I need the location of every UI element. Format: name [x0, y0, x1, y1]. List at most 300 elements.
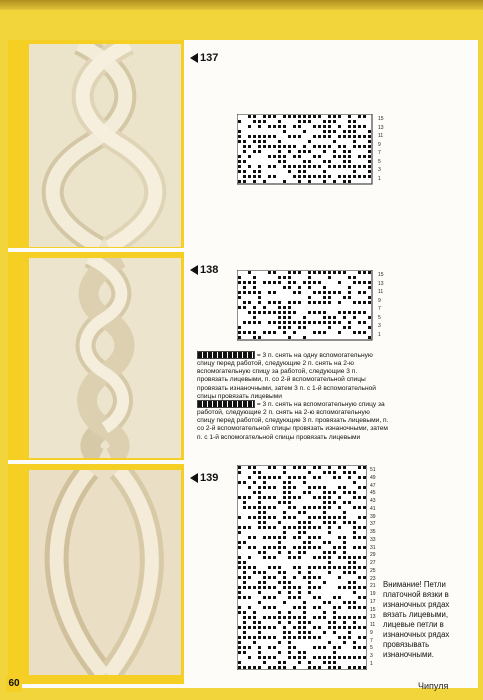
- chart-cell: [283, 321, 286, 324]
- chart-cell: [293, 281, 296, 284]
- chart-cell: [308, 180, 311, 183]
- chart-cell: [338, 566, 341, 569]
- chart-cell: [313, 626, 316, 629]
- chart-cell: [308, 160, 311, 163]
- chart-cell: [263, 496, 266, 499]
- chart-cell: [278, 616, 281, 619]
- chart-cell: [328, 666, 331, 669]
- chart-cell: [283, 571, 286, 574]
- row-label: 15: [378, 116, 384, 122]
- chart-cell: [263, 626, 266, 629]
- chart-cell: [308, 631, 311, 634]
- chart-cell: [308, 120, 311, 123]
- chart-cell: [363, 576, 366, 579]
- chart-cell: [348, 631, 351, 634]
- chart-cell: [318, 576, 321, 579]
- chart-cell: [258, 621, 261, 624]
- chart-cell: [293, 526, 296, 529]
- chart-cell: [268, 301, 271, 304]
- chart-cell: [243, 561, 246, 564]
- chart-cell: [258, 666, 261, 669]
- chart-cell: [343, 556, 346, 559]
- chart-cell: [288, 145, 291, 148]
- chart-cell: [253, 120, 256, 123]
- chart-cell: [268, 165, 271, 168]
- chart-cell: [258, 506, 261, 509]
- chart-cell: [268, 546, 271, 549]
- chart-cell: [258, 125, 261, 128]
- chart-cell: [283, 160, 286, 163]
- chart-cell: [293, 656, 296, 659]
- chart-cell: [323, 125, 326, 128]
- chart-cell: [358, 626, 361, 629]
- chart-cell: [273, 145, 276, 148]
- chart-cell: [248, 145, 251, 148]
- chart-cell: [323, 120, 326, 123]
- chart-cell: [363, 606, 366, 609]
- chart-cell: [333, 521, 336, 524]
- chart-cell: [343, 516, 346, 519]
- chart-cell: [358, 155, 361, 158]
- chart-cell: [313, 155, 316, 158]
- chart-cell: [288, 636, 291, 639]
- row-label: 43: [370, 498, 376, 505]
- chart-cell: [308, 150, 311, 153]
- chart-cell: [313, 486, 316, 489]
- chart-cell: [308, 271, 311, 274]
- chart-cell: [238, 120, 241, 123]
- chart-cell: [343, 296, 346, 299]
- chart-cell: [338, 301, 341, 304]
- chart-cell: [273, 596, 276, 599]
- chart-frame: [237, 114, 372, 184]
- chart-cell: [333, 606, 336, 609]
- chart-cell: [348, 160, 351, 163]
- chart-cell: [363, 666, 366, 669]
- chart-cell: [258, 311, 261, 314]
- chart-cell: [288, 556, 291, 559]
- chart-cell: [283, 155, 286, 158]
- chart-cell: [348, 115, 351, 118]
- chart-cell: [363, 486, 366, 489]
- chart-cell: [283, 661, 286, 664]
- chart-cell: [283, 536, 286, 539]
- chart-cell: [338, 175, 341, 178]
- chart-cell: [358, 526, 361, 529]
- chart-cell: [333, 180, 336, 183]
- chart-cell: [268, 566, 271, 569]
- chart-cell: [278, 651, 281, 654]
- chart-cell: [323, 180, 326, 183]
- chart-cell: [248, 311, 251, 314]
- chart-cell: [323, 521, 326, 524]
- chart-cell: [338, 516, 341, 519]
- legend-item-2: [197, 400, 389, 442]
- chart-cell: [353, 276, 356, 279]
- chart-cell: [353, 125, 356, 128]
- chart-cell: [368, 175, 371, 178]
- chart-cell: [368, 160, 371, 163]
- chart-cell: [313, 536, 316, 539]
- chart-cell: [318, 636, 321, 639]
- chart-cell: [263, 521, 266, 524]
- chart-cell: [243, 496, 246, 499]
- chart-cell: [363, 135, 366, 138]
- row-label: 27: [370, 560, 376, 567]
- chart-cell: [283, 531, 286, 534]
- chart-cell: [338, 586, 341, 589]
- chart-cell: [273, 666, 276, 669]
- chart-cell: [358, 125, 361, 128]
- chart-cell: [293, 331, 296, 334]
- chart-cell: [258, 496, 261, 499]
- row-label: 21: [370, 583, 376, 590]
- chart-cell: [238, 466, 241, 469]
- chart-cell: [258, 291, 261, 294]
- chart-cell: [313, 586, 316, 589]
- chart-cell: [273, 496, 276, 499]
- chart-cell: [313, 526, 316, 529]
- chart-cell: [348, 321, 351, 324]
- chart-cell: [328, 296, 331, 299]
- chart-cell: [353, 601, 356, 604]
- chart-cell: [258, 501, 261, 504]
- row-label: 13: [370, 614, 376, 621]
- chart-cell: [333, 611, 336, 614]
- pattern-number-137: [190, 52, 218, 64]
- chart-cell: [323, 130, 326, 133]
- row-label: 1: [378, 332, 381, 338]
- chart-cell: [243, 621, 246, 624]
- chart-cell: [258, 486, 261, 489]
- legend-text-1: = 3 п. снять на одну вспомогательную спицу перед работой, следующие 2 п. снять на 2-ю вспомогательную спицу за работой, следующие 3 п. провязать лицевыми, п. со 2-й вспомогательной спицы провязать изнаночными, затем 3 п. с 1-й вспомогательной спицы провязать лицевыми: [197, 351, 376, 400]
- chart-cell: [298, 321, 301, 324]
- chart-cell: [283, 481, 286, 484]
- chart-cell: [238, 281, 241, 284]
- chart-cell: [343, 491, 346, 494]
- chart-cell: [288, 476, 291, 479]
- chart-cell: [238, 276, 241, 279]
- chart-cell: [238, 646, 241, 649]
- chart-cell: [258, 626, 261, 629]
- chart-cell: [328, 491, 331, 494]
- chart-cell: [243, 301, 246, 304]
- chart-cell: [273, 125, 276, 128]
- chart-cell: [278, 571, 281, 574]
- chart-cell: [318, 526, 321, 529]
- chart-cell: [268, 526, 271, 529]
- chart-cell: [263, 551, 266, 554]
- chart-cell: [263, 596, 266, 599]
- chart-cell: [258, 165, 261, 168]
- chart-cell: [238, 160, 241, 163]
- chart-cell: [368, 165, 371, 168]
- chart-cell: [313, 301, 316, 304]
- chart-cell: [338, 506, 341, 509]
- chart-cell: [253, 536, 256, 539]
- chart-cell: [288, 321, 291, 324]
- pattern-number-text: 138: [200, 264, 219, 276]
- chart-cell: [338, 291, 341, 294]
- chart-cell: [348, 471, 351, 474]
- chart-cell: [313, 281, 316, 284]
- chart-cell: [258, 631, 261, 634]
- chart-cell: [328, 145, 331, 148]
- pattern-number-139: [190, 472, 218, 484]
- chart-cell: [313, 466, 316, 469]
- chart-cell: [268, 486, 271, 489]
- chart-cell: [258, 296, 261, 299]
- chart-cell: [238, 331, 241, 334]
- chart-cell: [323, 491, 326, 494]
- chart-cell: [243, 281, 246, 284]
- chart-cell: [328, 165, 331, 168]
- chart-cell: [298, 120, 301, 123]
- chart-cell: [273, 301, 276, 304]
- chart-cell: [343, 571, 346, 574]
- chart-cell: [363, 566, 366, 569]
- chart-cell: [328, 661, 331, 664]
- chart-cell: [348, 165, 351, 168]
- row-label: 15: [370, 606, 376, 613]
- chart-cell: [243, 160, 246, 163]
- chart-cell: [323, 656, 326, 659]
- chart-cell: [343, 471, 346, 474]
- chart-cell: [283, 626, 286, 629]
- chart-cell: [238, 471, 241, 474]
- chart-cell: [273, 486, 276, 489]
- chart-cell: [358, 145, 361, 148]
- chart-cell: [278, 566, 281, 569]
- chart-cell: [308, 506, 311, 509]
- chart-cell: [268, 626, 271, 629]
- chart-cell: [288, 150, 291, 153]
- chart-cell: [303, 115, 306, 118]
- chart-cell: [358, 666, 361, 669]
- chart-cell: [298, 571, 301, 574]
- chart-cell: [253, 180, 256, 183]
- chart-cell: [368, 130, 371, 133]
- chart-cell: [268, 656, 271, 659]
- chart-cell: [243, 331, 246, 334]
- chart-cell: [308, 536, 311, 539]
- chart-cell: [273, 291, 276, 294]
- chart-cell: [338, 646, 341, 649]
- chart-cell: [358, 301, 361, 304]
- chart-cell: [358, 656, 361, 659]
- chart-cell: [313, 656, 316, 659]
- chart-cell: [293, 486, 296, 489]
- chart-cell: [283, 501, 286, 504]
- chart-cell: [288, 641, 291, 644]
- chart-cell: [343, 130, 346, 133]
- chart-cell: [303, 631, 306, 634]
- chart-cell: [278, 546, 281, 549]
- chart-cell: [253, 636, 256, 639]
- chart-cell: [243, 170, 246, 173]
- chart-cell: [303, 326, 306, 329]
- chart-cell: [348, 135, 351, 138]
- chart-cell: [358, 476, 361, 479]
- chart-cell: [303, 621, 306, 624]
- chart-cell: [348, 296, 351, 299]
- chart-cell: [303, 466, 306, 469]
- chart-cell: [243, 145, 246, 148]
- page-number: 60: [6, 676, 22, 692]
- chart-cell: [293, 606, 296, 609]
- chart-cell: [238, 496, 241, 499]
- chart-cell: [368, 135, 371, 138]
- chart-cell: [318, 616, 321, 619]
- chart-cell: [243, 581, 246, 584]
- chart-cell: [258, 175, 261, 178]
- chart-cell: [353, 165, 356, 168]
- pointer-icon: [190, 53, 198, 63]
- chart-cell: [298, 661, 301, 664]
- chart-cell: [278, 541, 281, 544]
- chart-cell: [248, 516, 251, 519]
- chart-cell: [303, 476, 306, 479]
- chart-cell: [353, 531, 356, 534]
- chart-cell: [313, 476, 316, 479]
- chart-cell: [323, 316, 326, 319]
- chart-cell: [348, 666, 351, 669]
- chart-cell: [363, 616, 366, 619]
- chart-cell: [268, 506, 271, 509]
- chart-cell: [268, 536, 271, 539]
- chart-cell: [238, 130, 241, 133]
- chart-cell: [338, 165, 341, 168]
- chart-cell: [298, 656, 301, 659]
- chart-cell: [253, 571, 256, 574]
- chart-cell: [273, 115, 276, 118]
- chart-cell: [338, 596, 341, 599]
- chart-cell: [293, 506, 296, 509]
- chart-cell: [268, 125, 271, 128]
- chart-cell: [323, 175, 326, 178]
- chart-cell: [258, 636, 261, 639]
- chart-cell: [308, 581, 311, 584]
- chart-cell: [283, 180, 286, 183]
- chart-cell: [293, 476, 296, 479]
- chart-cell: [308, 296, 311, 299]
- chart-cell: [253, 311, 256, 314]
- chart-cell: [258, 150, 261, 153]
- chart-cell: [338, 311, 341, 314]
- chart-cell: [258, 511, 261, 514]
- chart-cell: [298, 326, 301, 329]
- chart-cell: [318, 165, 321, 168]
- chart-cell: [333, 165, 336, 168]
- chart-cell: [333, 551, 336, 554]
- chart-cell: [328, 160, 331, 163]
- chart-cell: [298, 566, 301, 569]
- chart-cell: [328, 551, 331, 554]
- chart-cell: [308, 140, 311, 143]
- chart-cell: [338, 606, 341, 609]
- chart-cell: [343, 616, 346, 619]
- chart-cell: [363, 145, 366, 148]
- chart-cell: [343, 521, 346, 524]
- chart-cell: [278, 155, 281, 158]
- chart-cell: [278, 521, 281, 524]
- chart-cell: [298, 626, 301, 629]
- chart-cell: [258, 521, 261, 524]
- chart-cell: [273, 576, 276, 579]
- chart-cell: [348, 561, 351, 564]
- chart-cell: [298, 631, 301, 634]
- chart-cell: [328, 471, 331, 474]
- row-label: 11: [378, 289, 384, 296]
- chart-cell: [263, 536, 266, 539]
- chart-cell: [238, 596, 241, 599]
- chart-cell: [293, 566, 296, 569]
- chart-cell: [243, 180, 246, 183]
- chart-cell: [323, 286, 326, 289]
- chart-cell: [358, 311, 361, 314]
- chart-cell: [363, 506, 366, 509]
- chart-cell: [323, 135, 326, 138]
- chart-cell: [263, 140, 266, 143]
- chart-cell: [238, 651, 241, 654]
- chart-cell: [323, 601, 326, 604]
- chart-cell: [273, 311, 276, 314]
- chart-cell: [343, 511, 346, 514]
- chart-cell: [358, 606, 361, 609]
- chart-cell: [298, 596, 301, 599]
- chart-cell: [363, 466, 366, 469]
- chart-cell: [328, 321, 331, 324]
- chart-cell: [248, 115, 251, 118]
- chart-cell: [263, 616, 266, 619]
- row-label: 47: [370, 482, 376, 489]
- chart-cell: [273, 165, 276, 168]
- chart-cell: [258, 586, 261, 589]
- chart-cell: [343, 160, 346, 163]
- chart-cell: [273, 586, 276, 589]
- chart-cell: [283, 601, 286, 604]
- chart-cell: [303, 160, 306, 163]
- chart-cell: [288, 551, 291, 554]
- chart-cell: [248, 466, 251, 469]
- chart-cell: [303, 491, 306, 494]
- chart-cell: [303, 601, 306, 604]
- chart-cell: [268, 616, 271, 619]
- chart-cell: [303, 120, 306, 123]
- chart-cell: [293, 636, 296, 639]
- chart-cell: [358, 466, 361, 469]
- chart-cell: [318, 516, 321, 519]
- watermark: Чипуля: [418, 681, 449, 691]
- chart-cell: [298, 476, 301, 479]
- chart-cell: [328, 135, 331, 138]
- chart-cell: [338, 626, 341, 629]
- chart-cell: [358, 486, 361, 489]
- chart-cell: [348, 150, 351, 153]
- chart-cell: [268, 291, 271, 294]
- chart-cell: [363, 165, 366, 168]
- chart-cell: [348, 636, 351, 639]
- chart-cell: [273, 546, 276, 549]
- chart-cell: [318, 646, 321, 649]
- chart-cell: [243, 506, 246, 509]
- chart-cell: [358, 165, 361, 168]
- chart-cell: [288, 135, 291, 138]
- chart-cell: [333, 651, 336, 654]
- chart-cell: [353, 140, 356, 143]
- chart-cell: [303, 616, 306, 619]
- chart-cell: [318, 291, 321, 294]
